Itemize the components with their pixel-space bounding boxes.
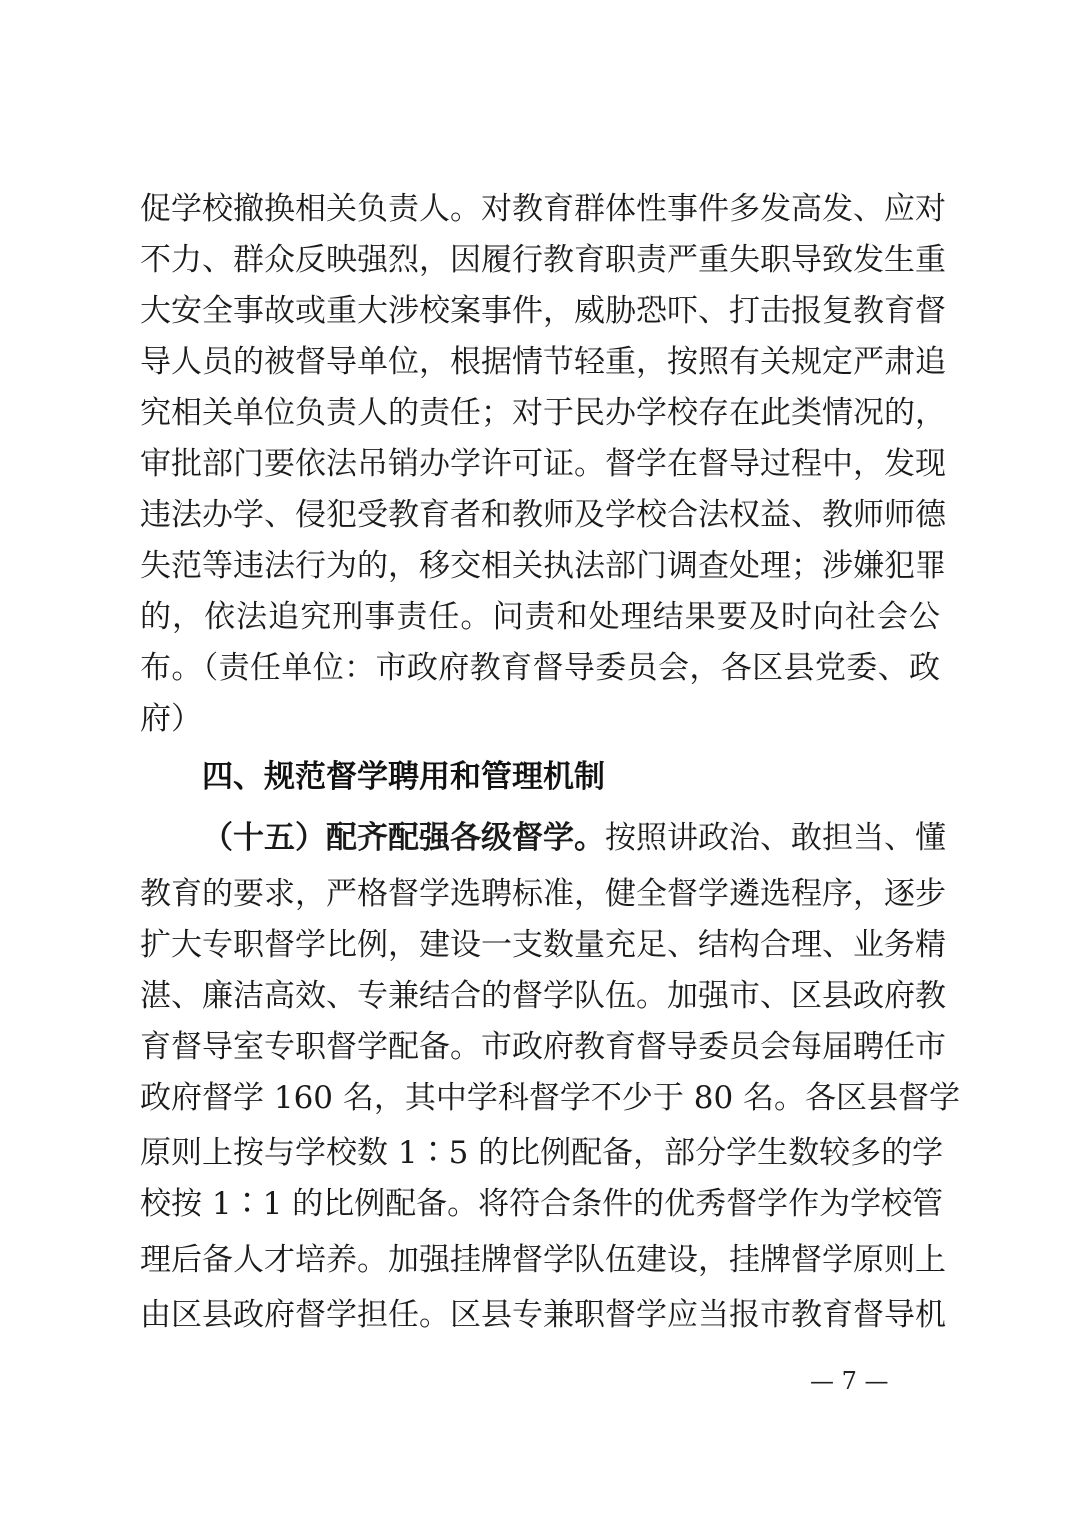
item-line-2: 扩大专职督学比例，建设一支数量充足、结构合理、业务精 — [140, 927, 946, 963]
body-line-2: 不力、群众反映强烈，因履行教育职责严重失职导致发生重 — [140, 242, 946, 278]
body-line-6: 审批部门要依法吊销办学许可证。督学在督导过程中，发现 — [140, 446, 946, 482]
item-line-4: 育督导室专职督学配备。市政府教育督导委员会每届聘任市 — [140, 1029, 946, 1065]
item-line-1: 教育的要求，严格督学选聘标准，健全督学遴选程序，逐步 — [140, 876, 946, 912]
body-line-3: 大安全事故或重大涉校案事件，威胁恐吓、打击报复教育督 — [140, 293, 946, 329]
body-line-9: 的，依法追究刑事责任。问责和处理结果要及时向社会公 — [140, 599, 940, 635]
item-label: （十五）配齐配强各级督学。 — [202, 820, 605, 856]
item-line-9: 由区县政府督学担任。区县专兼职督学应当报市教育督导机 — [140, 1297, 946, 1333]
body-line-7: 违法办学、侵犯受教育者和教师及学校合法权益、教师师德 — [140, 497, 946, 533]
item-line-7: 校按 1∶1 的比例配备。将符合条件的优秀督学作为学校管 — [140, 1186, 944, 1222]
item-line-5: 政府督学 160 名，其中学科督学不少于 80 名。各区县督学 — [140, 1080, 961, 1116]
body-line-1: 促学校撤换相关负责人。对教育群体性事件多发高发、应对 — [140, 191, 946, 227]
item-line-3: 湛、廉洁高效、专兼结合的督学队伍。加强市、区县政府教 — [140, 978, 946, 1014]
body-line-5: 究相关单位负责人的责任；对于民办学校存在此类情况的， — [140, 395, 946, 431]
item-first-line — [202, 818, 946, 858]
section-heading: 四、规范督学聘用和管理机制 — [202, 759, 605, 795]
item-first-rest: 按照讲政治、敢担当、懂 — [605, 820, 946, 856]
body-line-10: 布。（责任单位：市政府教育督导委员会，各区县党委、政 — [140, 650, 940, 686]
item-line-8: 理后备人才培养。加强挂牌督学队伍建设，挂牌督学原则上 — [140, 1242, 946, 1278]
item-line-6: 原则上按与学校数 1∶5 的比例配备，部分学生数较多的学 — [140, 1135, 944, 1171]
page-number: — 7 — — [810, 1367, 889, 1395]
body-line-11: 府） — [140, 701, 202, 737]
body-line-8: 失范等违法行为的，移交相关执法部门调查处理；涉嫌犯罪 — [140, 548, 946, 584]
body-line-4: 导人员的被督导单位，根据情节轻重，按照有关规定严肃追 — [140, 344, 946, 380]
